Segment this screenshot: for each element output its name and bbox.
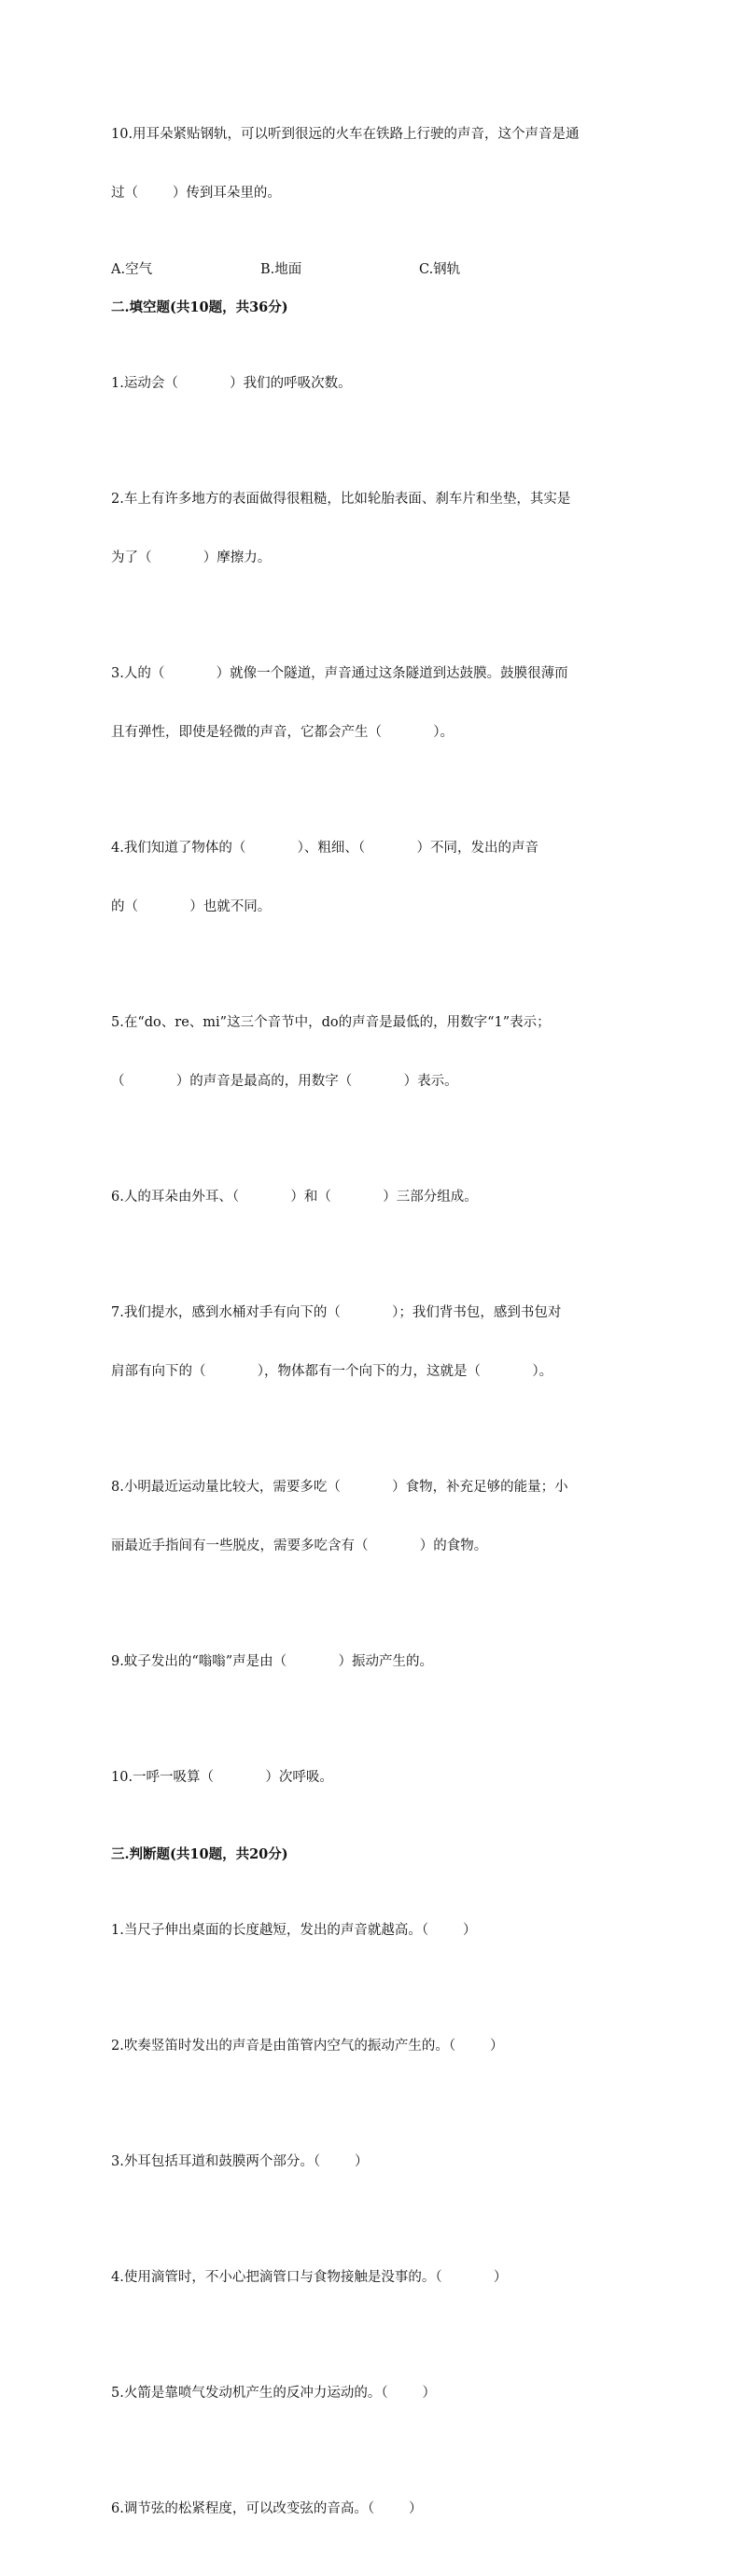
question-line: 6.调节弦的松紧程度，可以改变弦的音高。（ ）	[111, 2501, 423, 2516]
question-line: 2.吹奏竖笛时发出的声音是由笛管内空气的振动产生的。（ ）	[111, 2039, 504, 2054]
option-c: C.钢轨	[419, 262, 461, 277]
question-line: 9.蚊子发出的“嗡嗡”声是由（ ）振动产生的。	[111, 1654, 433, 1669]
question-line: 4.使用滴管时，不小心把滴管口与食物接触是没事的。（ ）	[111, 2270, 508, 2285]
question-line: 的（ ）也就不同。	[111, 899, 272, 914]
question-line: 7.我们提水，感到水桶对手有向下的（ ）；我们背书包，感到书包对	[111, 1305, 562, 1320]
fill-question-10	[111, 1729, 634, 1827]
question-line: 为了（ ）摩擦力。	[111, 550, 272, 565]
question-choice-10	[111, 86, 634, 243]
fill-question-6	[111, 1149, 634, 1246]
exam-content	[111, 86, 634, 2576]
question-line: 过（ ）传到耳朵里的。	[111, 186, 281, 201]
fill-question-3	[111, 625, 634, 782]
judge-question-3	[111, 2113, 634, 2211]
choice-options	[111, 260, 634, 280]
question-line: 10.一呼一吸算（ ）次呼吸。	[111, 1770, 333, 1785]
section-title-true-false: 三.判断题(共10题，共20分)	[111, 1846, 288, 1862]
question-line: 肩部有向下的（ ），物体都有一个向下的力，这就是（ ）。	[111, 1364, 553, 1379]
option-b: B.地面	[260, 262, 302, 277]
question-line: 且有弹性，即使是轻微的声音，它都会产生（ ）。	[111, 725, 454, 740]
section-title-fill-in: 二.填空题(共10题，共36分)	[111, 299, 288, 315]
judge-question-5	[111, 2345, 634, 2443]
question-line: 5.在“do、re、mi”这三个音节中，do的声音是最低的，用数字“1”表示；	[111, 1015, 551, 1030]
question-line: 丽最近手指间有一些脱皮，需要多吃含有（ ）的食物。	[111, 1539, 488, 1553]
judge-question-4	[111, 2229, 634, 2327]
fill-question-8	[111, 1439, 634, 1595]
question-line: （ ）的声音是最高的，用数字（ ）表示。	[111, 1074, 458, 1089]
question-line: 10.用耳朵紧贴钢轨，可以听到很远的火车在铁路上行驶的声音，这个声音是通	[111, 127, 580, 142]
fill-question-7	[111, 1264, 634, 1421]
question-line: 4.我们知道了物体的（ ）、粗细、（ ）不同，发出的声音	[111, 841, 538, 856]
judge-question-1	[111, 1882, 634, 1980]
question-line: 8.小明最近运动量比较大，需要多吃（ ）食物，补充足够的能量；小	[111, 1480, 568, 1495]
fill-question-1	[111, 335, 634, 433]
fill-question-4	[111, 800, 634, 956]
question-line: 5.火箭是靠喷气发动机产生的反冲力运动的。（ ）	[111, 2386, 436, 2401]
question-line: 1.运动会（ ）我们的呼吸次数。	[111, 376, 352, 391]
option-a: A.空气	[111, 262, 153, 277]
fill-question-9	[111, 1613, 634, 1711]
question-line: 6.人的耳朵由外耳、（ ）和（ ）三部分组成。	[111, 1190, 478, 1204]
question-line: 3.外耳包括耳道和鼓膜两个部分。（ ）	[111, 2154, 369, 2169]
judge-question-2	[111, 1998, 634, 2096]
question-line: 1.当尺子伸出桌面的长度越短，发出的声音就越高。（ ）	[111, 1923, 477, 1938]
question-line: 3.人的（ ）就像一个隧道，声音通过这条隧道到达鼓膜。鼓膜很薄而	[111, 666, 568, 681]
judge-question-6	[111, 2460, 634, 2558]
fill-question-2	[111, 451, 634, 607]
question-line: 2.车上有许多地方的表面做得很粗糙，比如轮胎表面、刹车片和坐垫，其实是	[111, 492, 571, 507]
fill-question-5	[111, 974, 634, 1131]
